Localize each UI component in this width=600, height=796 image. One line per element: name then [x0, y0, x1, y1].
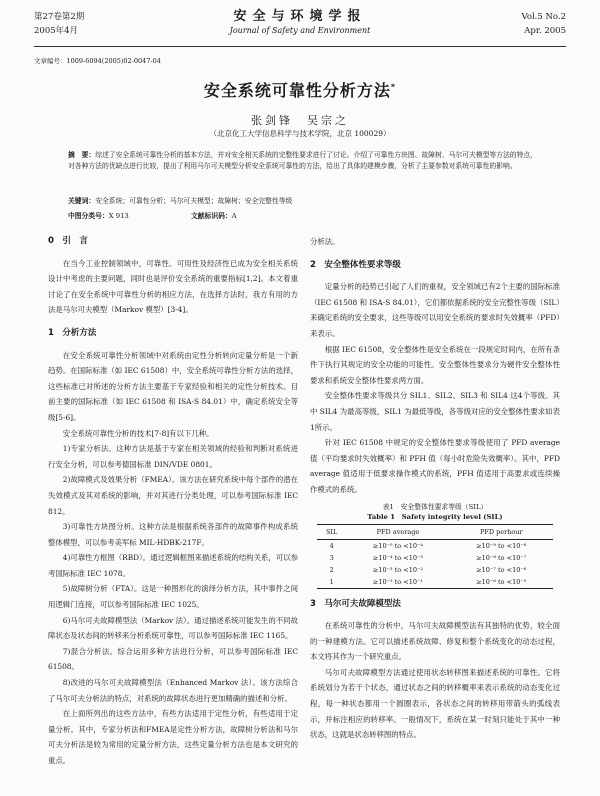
journal-name-cn: 安全与环境学报 — [233, 9, 367, 24]
abstract — [68, 150, 540, 172]
paragraph: 3)可靠性方块图分析。这种方法是根据系统各部件的故障事件构成系统整体模型，可以参考美军标 MIL-HDBK-217F。 — [48, 522, 298, 547]
paragraph: 5)故障树分析（FTA）。这是一种图形化的演绎分析方法，其中事件之间用逻辑门连接，可以参考国际标准 IEC 1025。 — [48, 584, 298, 610]
table-header-cell: PFD perhour — [450, 524, 553, 539]
table-cell: ≥10⁻⁸ to <10⁻⁷ — [476, 553, 527, 562]
section-heading-sil: 2 安全整体性要求等级 — [310, 259, 401, 270]
paragraph: 1)专家分析法。这种方法是基于专家在相关领域的经验和判断对系统进行安全分析，可以参考德国标准 DIN/VDE 0801。 — [48, 444, 298, 469]
paragraph: 针对 IEC 61508 中规定的安全整体性要求等级使用了 PFD average 值（平均要求时失效概率）和 PFH 值（每小时危险失效概率）。其中，PFD average 值适用于低要求操作模式的系统，PFH 值适用于高要求或连续操作模式的系统。 — [310, 438, 560, 494]
paragraph: 在上面所列出的这些方法中，有些方法适用于定性分析，有些适用于定量分析。其中，专家分析法和FMEA是定性分析方法，故障树分析法和马尔可夫分析法是较为常用的定量分析方法，这些定量分析方法也是本文研究的重点。 — [48, 709, 298, 765]
paragraph: 8)改进的马尔可夫故障模型法（Enhanced Markov 法）。该方法综合了马尔可夫分析法的特点，对系统的故障状态进行更加精确的描述和分析。 — [48, 678, 298, 703]
table-header-cell: PFD average — [346, 524, 449, 539]
table-cell: ≥10⁻⁴ to <10⁻³ — [372, 553, 424, 562]
table-cell: ≥10⁻³ to <10⁻² — [372, 565, 424, 574]
paragraph: 7)混合分析法。综合运用多种方法进行分析，可以参考国际标准 IEC 61508。 — [48, 646, 298, 672]
doc-code-label: 文献标识码： — [190, 212, 232, 220]
paragraph: 在安全系统可靠性分析领域中对系统由定性分析转向定量分析是一个新趋势。在国际标准（如 IEC 61508）中，安全系统可靠性分析方法的选择，这些标准已对所述的分析方法主要基于专家经验和相关的定性分析技术。目前主要的国际标准（如 IEC 61508 和 ISA-S 84.01）中，确定系统安全等级[5-6]。 — [48, 350, 298, 422]
paragraph: 安全整体性要求等级共分 SIL1、SIL2、SIL3 和 SIL4 这4个等级。其中 SIL4 为最高等级，SIL1 为最低等级，各等级对应的安全整体性要求如表1所示。 — [310, 391, 560, 432]
table-cell: 1 — [317, 576, 346, 589]
article-number: 文章编号：1009-6094(2005)02-0047-04 — [34, 57, 161, 65]
section-heading-intro: 0 引 言 — [48, 236, 88, 246]
paragraph: 定量分析的趋势已引起了人们的重视，安全领域已有2个主要的国际标准（IEC 61508 和 ISA-S 84.01），它们都依据系统的安全完整性等级（SIL）来确定系统的安全要求，这些等级可以用安全系统的要求时失效概率（PFD）来表示。 — [310, 282, 560, 338]
table-caption-en: Table 1 Safety integrity level (SIL) — [367, 512, 503, 521]
keywords — [68, 196, 540, 207]
journal-name — [190, 10, 410, 38]
table-row — [317, 552, 553, 564]
section-heading-markov: 3 马尔可夫故障模型法 — [310, 598, 401, 609]
journal-name-en: Journal of Safety and Environment — [229, 26, 371, 35]
classification — [68, 210, 540, 220]
authors: 张剑锋 吴宗之 — [251, 114, 349, 127]
paragraph: 6)马尔可夫故障模型法（Markov 法）。通过描述系统可能发生的不同故障状态及状态间的转移来分析系统可靠性，可以参考国际标准 IEC 1165。 — [48, 615, 298, 641]
table-cell: 3 — [329, 553, 334, 562]
table-cell: 4 — [329, 541, 334, 550]
table-header-row — [317, 524, 553, 539]
journal-volume-info — [34, 10, 84, 38]
table-cell: ≥10⁻⁹ to <10⁻⁸ — [476, 541, 527, 550]
table-caption — [310, 502, 560, 522]
table-header-cell: SIL — [317, 524, 346, 539]
paragraph: 马尔可夫故障模型方法通过使用状态转移图来描述系统的可靠性。它将系统划分为若干个状态，通过状态之间的转移概率来表示系统的动态变化过程，每一种状态都用一个圆圈表示，各状态之间的转移用带箭头的弧线表示，并标注相应的转移率。一般情况下，系统在某一时刻只能处于其中一种状态，这就是状态转移图的特点。 — [310, 667, 560, 740]
paragraph: 根据 IEC 61508，安全整体性是安全系统在一段规定时间内，在所有条件下执行其规定的安全功能的可能性。安全整体性要求分为硬件安全整体性要求和系统安全整体性要求两方面。 — [310, 344, 560, 385]
table-cell: 2 — [329, 565, 334, 574]
paragraph: 安全系统可靠性分析的技术[7-8]有以下几种。 — [62, 428, 214, 438]
table-row — [317, 539, 553, 552]
table-cell: ≥10⁻⁶ to <10⁻⁵ — [450, 576, 553, 589]
doc-code: A — [231, 212, 237, 220]
table-cell: ≥10⁻⁵ to <10⁻⁴ — [372, 541, 424, 550]
paragraph: 在系统可靠性的分析中，马尔可夫故障模型法有其独特的优势，较全面的一种建模方法。它可以描述系统故障、修复和整个系统变化的动态过程，本文将其作为一个研究重点。 — [310, 621, 560, 662]
abstract-label: 摘 要： — [68, 151, 96, 159]
table-cell: ≥10⁻⁷ to <10⁻⁶ — [476, 565, 527, 574]
date-en: Apr. 2005 — [524, 26, 566, 36]
paragraph: 在当今工业控制领域中，可靠性、可用性及经济性已成为安全相关系统设计中考虑的主要问题，同时也是评价安全系统的重要指标[1,2]。本文着重讨论了在安全系统中可靠性分析的相应方法，在选择方法时，我方有用的方法是马尔可夫模型（Markov 模型）[3-4]。 — [48, 258, 298, 315]
sil-table — [317, 524, 553, 589]
clc-code: X 913 — [108, 212, 129, 220]
keywords-text: 安全系统；可靠性分析；马尔可夫模型；故障树；安全完整性等级 — [95, 197, 293, 205]
title-footnote-mark: * — [390, 82, 397, 92]
table-row — [317, 564, 553, 576]
right-column — [310, 234, 560, 743]
volume-issue-en: Vol.5 No.2 — [521, 12, 566, 22]
paragraph: 2)故障模式及效果分析（FMEA）。该方法在研究系统中每个部件的潜在失效模式及其对系统的影响，并对其进行分类处理，可以参考国际标准 IEC 812。 — [48, 475, 298, 516]
paper-title — [0, 78, 600, 101]
clc-label: 中图分类号： — [68, 212, 109, 220]
table-cell: ≥10⁻² to <10⁻¹ — [346, 576, 449, 589]
header-divider — [34, 46, 566, 47]
section-heading-methods: 1 分析方法 — [48, 327, 97, 338]
abstract-text: 综述了安全系统可靠性分析的基本方法，并对安全相关系统的完整性要求进行了讨论。介绍了可靠性方块图、故障树、马尔可夫模型等方法的特点，对各种方法的优缺点进行比较，提出了利用马尔可夫模型分析安全系统可靠性的方法，给出了具体的建模步骤，分析了主要参数对系统可靠性的影响。 — [68, 151, 537, 170]
volume-issue-cn: 第27卷第2期 — [34, 12, 85, 22]
left-column — [48, 234, 298, 769]
date-cn: 2005年4月 — [34, 26, 79, 36]
table-row — [317, 576, 553, 589]
paper-title-text: 安全系统可靠性分析方法 — [203, 81, 391, 100]
journal-volume-info-en — [521, 10, 566, 38]
table-caption-cn: 表1 安全整体性要求等级（SIL） — [382, 502, 488, 511]
keywords-label: 关键词： — [68, 197, 96, 205]
affiliation: （北京化工大学信息科学与技术学院，北京 100029） — [209, 129, 391, 138]
paragraph-continuation: 分析法。 — [310, 237, 340, 246]
paragraph: 4)可靠性方框图（RBD）。通过逻辑框图来描述系统的结构关系，可以参考国际标准 IEC 1078。 — [48, 553, 298, 578]
